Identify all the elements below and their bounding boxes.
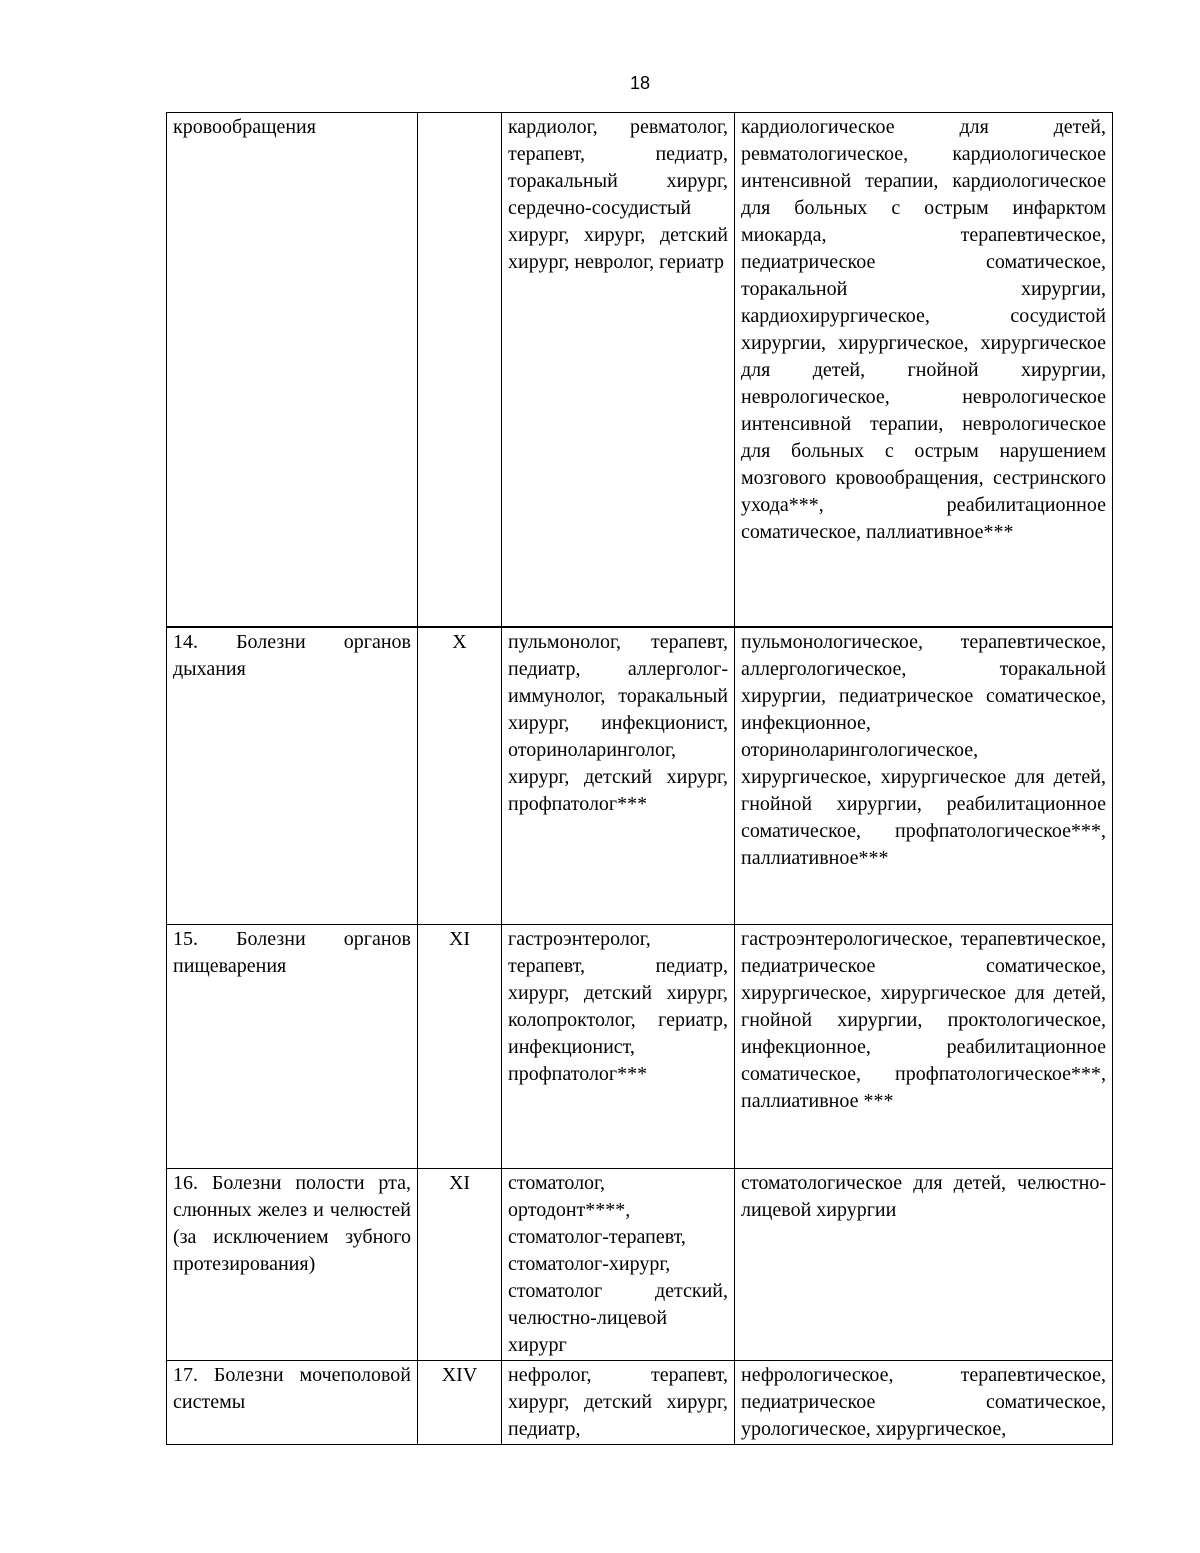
specialists-cell: нефролог, терапевт, хирург, детский хирург, педиатр,	[502, 1361, 735, 1445]
table-row	[167, 1361, 1113, 1445]
bed-profiles-cell: пульмонологическое, терапевтическое, аллергологическое, торакальной хирургии, педиатрическое соматическое, инфекционное, оториноларингологическое, хирургическое, хирургическое для детей, гнойной хирургии, реабилитационное соматическое, профпатологическое***, паллиативное***	[735, 627, 1113, 925]
table-row	[167, 1169, 1113, 1361]
bed-profiles-cell: кардиологическое для детей, ревматологическое, кардиологическое интенсивной терапии, кардиологическое для больных с острым инфарктом миокарда, терапевтическое, педиатрическое соматическое, торакальной хирургии, кардиохирургическое, сосудистой хирургии, хирургическое, хирургическое для детей, гнойной хирургии, неврологическое, неврологическое интенсивной терапии, неврологическое для больных с острым нарушением мозгового кровообращения, сестринского ухода***, реабилитационное соматическое, паллиативное***	[735, 113, 1113, 627]
specialists-cell: кардиолог, ревматолог, терапевт, педиатр, торакальный хирург, сердечно-сосудистый хирург, хирург, детский хирург, невролог, гериатр	[502, 113, 735, 627]
table-row	[167, 925, 1113, 1169]
disease-profile-table	[166, 112, 1113, 1445]
specialists-cell: стоматолог, ортодонт****, стоматолог-терапевт, стоматолог-хирург, стоматолог детский, челюстно-лицевой хирург	[502, 1169, 735, 1361]
bed-profiles-cell: стоматологическое для детей, челюстно- лицевой хирургии	[735, 1169, 1113, 1361]
disease-cell: кровообращения	[167, 113, 418, 627]
bed-profiles-cell: гастроэнтерологическое, терапевтическое, педиатрическое соматическое, хирургическое, хирургическое для детей, гнойной хирургии, проктологическое, инфекционное, реабилитационное соматическое, профпатологическое***, паллиативное ***	[735, 925, 1113, 1169]
icd-class-cell: XI	[418, 925, 502, 1169]
icd-class-cell: XI	[418, 1169, 502, 1361]
table-row	[167, 627, 1113, 925]
page-number: 18	[629, 73, 651, 93]
bed-profiles-cell: нефрологическое, терапевтическое, педиатрическое соматическое, урологическое, хирургическое,	[735, 1361, 1113, 1445]
table-row	[167, 113, 1113, 627]
disease-cell: 16. Болезни полости рта, слюнных желез и челюстей (за исключением зубного протезирования)	[167, 1169, 418, 1361]
icd-class-cell	[418, 113, 502, 627]
icd-class-cell: X	[418, 627, 502, 925]
disease-cell: 17. Болезни мочеполовой системы	[167, 1361, 418, 1445]
specialists-cell: гастроэнтеролог, терапевт, педиатр, хирург, детский хирург, колопроктолог, гериатр, инфекционист, профпатолог***	[502, 925, 735, 1169]
disease-cell: 14. Болезни органов дыхания	[167, 627, 418, 925]
icd-class-cell: XIV	[418, 1361, 502, 1445]
specialists-cell: пульмонолог, терапевт, педиатр, аллерголог-иммунолог, торакальный хирург, инфекционист, оториноларинголог, хирург, детский хирург, профпатолог***	[502, 627, 735, 925]
disease-cell: 15. Болезни органов пищеварения	[167, 925, 418, 1169]
